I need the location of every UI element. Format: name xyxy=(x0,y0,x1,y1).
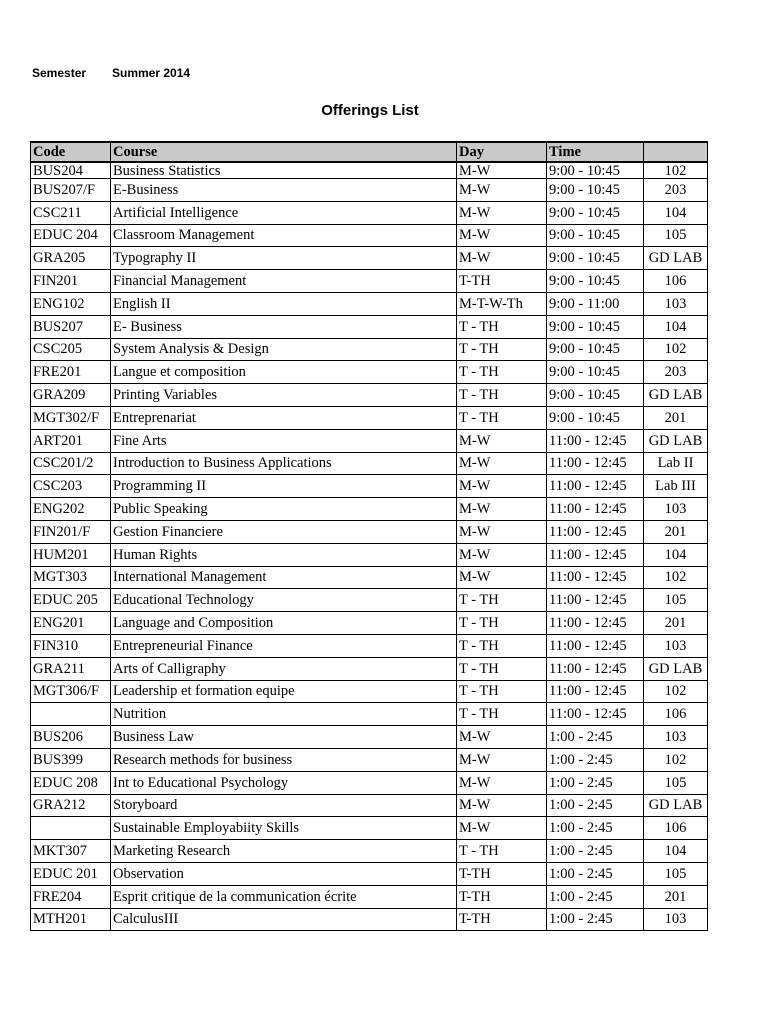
course-cell: Fine Arts xyxy=(111,429,457,452)
time-cell: 11:00 - 12:45 xyxy=(547,498,644,521)
time-cell: 11:00 - 12:45 xyxy=(547,566,644,589)
table-row xyxy=(31,794,708,817)
room-cell: 106 xyxy=(644,703,708,726)
day-cell: M-W xyxy=(457,247,547,270)
time-cell: 9:00 - 10:45 xyxy=(547,315,644,338)
day-cell: T - TH xyxy=(457,315,547,338)
room-cell: 102 xyxy=(644,566,708,589)
time-cell: 9:00 - 10:45 xyxy=(547,162,644,179)
table-row xyxy=(31,162,708,179)
room-cell: 106 xyxy=(644,270,708,293)
day-cell: M-W xyxy=(457,475,547,498)
table-header-row xyxy=(31,142,708,162)
code-cell: ART201 xyxy=(31,429,111,452)
day-cell: M-W xyxy=(457,498,547,521)
table-row xyxy=(31,406,708,429)
column-header-course: Course xyxy=(111,142,457,162)
day-cell: T-TH xyxy=(457,270,547,293)
table-row xyxy=(31,840,708,863)
code-cell: EDUC 204 xyxy=(31,224,111,247)
table-row xyxy=(31,452,708,475)
time-cell: 11:00 - 12:45 xyxy=(547,589,644,612)
course-cell: Arts of Calligraphy xyxy=(111,657,457,680)
code-cell: CSC203 xyxy=(31,475,111,498)
time-cell: 11:00 - 12:45 xyxy=(547,520,644,543)
room-cell: Lab II xyxy=(644,452,708,475)
time-cell: 11:00 - 12:45 xyxy=(547,475,644,498)
time-cell: 11:00 - 12:45 xyxy=(547,543,644,566)
room-cell: 103 xyxy=(644,908,708,931)
day-cell: T - TH xyxy=(457,840,547,863)
time-cell: 1:00 - 2:45 xyxy=(547,748,644,771)
table-row xyxy=(31,292,708,315)
day-cell: T-TH xyxy=(457,885,547,908)
code-cell: MKT307 xyxy=(31,840,111,863)
room-cell: 102 xyxy=(644,162,708,179)
code-cell xyxy=(31,703,111,726)
time-cell: 1:00 - 2:45 xyxy=(547,817,644,840)
room-cell: GD LAB xyxy=(644,794,708,817)
table-row xyxy=(31,566,708,589)
course-cell: CalculusIII xyxy=(111,908,457,931)
code-cell: MGT302/F xyxy=(31,406,111,429)
room-cell: Lab III xyxy=(644,475,708,498)
offerings-table xyxy=(30,141,708,931)
course-cell: Nutrition xyxy=(111,703,457,726)
table-row xyxy=(31,475,708,498)
table-row xyxy=(31,908,708,931)
room-cell: 104 xyxy=(644,201,708,224)
day-cell: M-W xyxy=(457,429,547,452)
table-row xyxy=(31,771,708,794)
course-cell: International Management xyxy=(111,566,457,589)
table-row xyxy=(31,179,708,202)
course-cell: Public Speaking xyxy=(111,498,457,521)
time-cell: 9:00 - 10:45 xyxy=(547,270,644,293)
table-row xyxy=(31,384,708,407)
table-row xyxy=(31,589,708,612)
course-cell: Typography II xyxy=(111,247,457,270)
table-body xyxy=(31,162,708,931)
table-row xyxy=(31,680,708,703)
semester-line xyxy=(32,66,191,80)
table-row xyxy=(31,315,708,338)
day-cell: T-TH xyxy=(457,862,547,885)
room-cell: GD LAB xyxy=(644,247,708,270)
room-cell: 105 xyxy=(644,224,708,247)
time-cell: 1:00 - 2:45 xyxy=(547,862,644,885)
course-cell: English II xyxy=(111,292,457,315)
day-cell: T-TH xyxy=(457,908,547,931)
time-cell: 9:00 - 10:45 xyxy=(547,224,644,247)
room-cell: 103 xyxy=(644,634,708,657)
table-row xyxy=(31,201,708,224)
room-cell: 203 xyxy=(644,179,708,202)
course-cell: Artificial Intelligence xyxy=(111,201,457,224)
code-cell: BUS207/F xyxy=(31,179,111,202)
course-cell: Gestion Financiere xyxy=(111,520,457,543)
code-cell: CSC211 xyxy=(31,201,111,224)
table-row xyxy=(31,726,708,749)
course-cell: Human Rights xyxy=(111,543,457,566)
room-cell: 103 xyxy=(644,726,708,749)
code-cell: MGT306/F xyxy=(31,680,111,703)
time-cell: 9:00 - 11:00 xyxy=(547,292,644,315)
table-row xyxy=(31,657,708,680)
day-cell: M-W xyxy=(457,452,547,475)
room-cell: 104 xyxy=(644,543,708,566)
course-cell: System Analysis & Design xyxy=(111,338,457,361)
code-cell: BUS206 xyxy=(31,726,111,749)
day-cell: T - TH xyxy=(457,589,547,612)
column-header-code: Code xyxy=(31,142,111,162)
day-cell: M-W xyxy=(457,771,547,794)
course-cell: Classroom Management xyxy=(111,224,457,247)
page-title: Offerings List xyxy=(321,102,419,119)
time-cell: 11:00 - 12:45 xyxy=(547,703,644,726)
table-row xyxy=(31,498,708,521)
table-row xyxy=(31,429,708,452)
table-row xyxy=(31,703,708,726)
time-cell: 11:00 - 12:45 xyxy=(547,429,644,452)
day-cell: M-W xyxy=(457,543,547,566)
code-cell: HUM201 xyxy=(31,543,111,566)
code-cell: GRA209 xyxy=(31,384,111,407)
table-row xyxy=(31,247,708,270)
room-cell: 103 xyxy=(644,498,708,521)
semester-value: Summer 2014 xyxy=(112,66,191,80)
time-cell: 11:00 - 12:45 xyxy=(547,452,644,475)
course-cell: Entrepreneurial Finance xyxy=(111,634,457,657)
course-cell: Sustainable Employabiity Skills xyxy=(111,817,457,840)
time-cell: 11:00 - 12:45 xyxy=(547,657,644,680)
day-cell: M-W xyxy=(457,794,547,817)
code-cell: CSC205 xyxy=(31,338,111,361)
time-cell: 9:00 - 10:45 xyxy=(547,338,644,361)
course-cell: Business Statistics xyxy=(111,162,457,179)
course-cell: Introduction to Business Applications xyxy=(111,452,457,475)
course-cell: Language and Composition xyxy=(111,612,457,635)
room-cell: 102 xyxy=(644,680,708,703)
code-cell: MTH201 xyxy=(31,908,111,931)
code-cell: EDUC 205 xyxy=(31,589,111,612)
time-cell: 1:00 - 2:45 xyxy=(547,840,644,863)
day-cell: T - TH xyxy=(457,612,547,635)
time-cell: 1:00 - 2:45 xyxy=(547,908,644,931)
day-cell: M-W xyxy=(457,224,547,247)
time-cell: 11:00 - 12:45 xyxy=(547,680,644,703)
code-cell: FIN201/F xyxy=(31,520,111,543)
course-cell: E-Business xyxy=(111,179,457,202)
code-cell: MGT303 xyxy=(31,566,111,589)
day-cell: M-W xyxy=(457,179,547,202)
semester-label: Semester xyxy=(32,66,87,80)
table-row xyxy=(31,520,708,543)
day-cell: T - TH xyxy=(457,680,547,703)
time-cell: 9:00 - 10:45 xyxy=(547,384,644,407)
room-cell: 102 xyxy=(644,748,708,771)
code-cell: EDUC 208 xyxy=(31,771,111,794)
day-cell: M-W xyxy=(457,748,547,771)
day-cell: T - TH xyxy=(457,634,547,657)
code-cell: BUS399 xyxy=(31,748,111,771)
column-header-day: Day xyxy=(457,142,547,162)
room-cell: 106 xyxy=(644,817,708,840)
code-cell: BUS204 xyxy=(31,162,111,179)
day-cell: T - TH xyxy=(457,338,547,361)
code-cell: FIN310 xyxy=(31,634,111,657)
room-cell: 105 xyxy=(644,589,708,612)
day-cell: M-W xyxy=(457,817,547,840)
course-cell: Business Law xyxy=(111,726,457,749)
time-cell: 11:00 - 12:45 xyxy=(547,612,644,635)
day-cell: T - TH xyxy=(457,703,547,726)
course-cell: Langue et composition xyxy=(111,361,457,384)
time-cell: 9:00 - 10:45 xyxy=(547,247,644,270)
room-cell: GD LAB xyxy=(644,657,708,680)
day-cell: M-W xyxy=(457,566,547,589)
table-row xyxy=(31,634,708,657)
code-cell: FRE201 xyxy=(31,361,111,384)
table-row xyxy=(31,885,708,908)
table-row xyxy=(31,270,708,293)
code-cell: FRE204 xyxy=(31,885,111,908)
room-cell: 104 xyxy=(644,315,708,338)
code-cell: CSC201/2 xyxy=(31,452,111,475)
code-cell: GRA212 xyxy=(31,794,111,817)
room-cell: 105 xyxy=(644,862,708,885)
course-cell: Financial Management xyxy=(111,270,457,293)
day-cell: M-W xyxy=(457,726,547,749)
code-cell: GRA211 xyxy=(31,657,111,680)
time-cell: 1:00 - 2:45 xyxy=(547,794,644,817)
course-cell: Storyboard xyxy=(111,794,457,817)
room-cell: 103 xyxy=(644,292,708,315)
room-cell: 201 xyxy=(644,885,708,908)
day-cell: M-W xyxy=(457,520,547,543)
room-cell: 201 xyxy=(644,520,708,543)
course-cell: Entreprenariat xyxy=(111,406,457,429)
code-cell: GRA205 xyxy=(31,247,111,270)
table-row xyxy=(31,361,708,384)
time-cell: 9:00 - 10:45 xyxy=(547,361,644,384)
room-cell: 102 xyxy=(644,338,708,361)
course-cell: Programming II xyxy=(111,475,457,498)
time-cell: 1:00 - 2:45 xyxy=(547,771,644,794)
time-cell: 9:00 - 10:45 xyxy=(547,406,644,429)
column-header-room xyxy=(644,142,708,162)
code-cell: BUS207 xyxy=(31,315,111,338)
column-header-time: Time xyxy=(547,142,644,162)
table-row xyxy=(31,817,708,840)
table-row xyxy=(31,862,708,885)
code-cell: EDUC 201 xyxy=(31,862,111,885)
day-cell: T - TH xyxy=(457,361,547,384)
code-cell: FIN201 xyxy=(31,270,111,293)
day-cell: T - TH xyxy=(457,406,547,429)
course-cell: Printing Variables xyxy=(111,384,457,407)
day-cell: M-W xyxy=(457,162,547,179)
room-cell: 201 xyxy=(644,406,708,429)
course-cell: Int to Educational Psychology xyxy=(111,771,457,794)
time-cell: 11:00 - 12:45 xyxy=(547,634,644,657)
day-cell: T - TH xyxy=(457,657,547,680)
table-row xyxy=(31,224,708,247)
course-cell: Observation xyxy=(111,862,457,885)
course-cell: Educational Technology xyxy=(111,589,457,612)
room-cell: 105 xyxy=(644,771,708,794)
room-cell: 201 xyxy=(644,612,708,635)
code-cell: ENG201 xyxy=(31,612,111,635)
room-cell: GD LAB xyxy=(644,384,708,407)
table-row xyxy=(31,543,708,566)
course-cell: Leadership et formation equipe xyxy=(111,680,457,703)
course-cell: Research methods for business xyxy=(111,748,457,771)
day-cell: T - TH xyxy=(457,384,547,407)
day-cell: M-W xyxy=(457,201,547,224)
code-cell: ENG202 xyxy=(31,498,111,521)
table-row xyxy=(31,338,708,361)
course-cell: E- Business xyxy=(111,315,457,338)
table-row xyxy=(31,612,708,635)
day-cell: M-T-W-Th xyxy=(457,292,547,315)
room-cell: GD LAB xyxy=(644,429,708,452)
time-cell: 9:00 - 10:45 xyxy=(547,201,644,224)
course-cell: Marketing Research xyxy=(111,840,457,863)
course-cell: Esprit critique de la communication écrite xyxy=(111,885,457,908)
room-cell: 104 xyxy=(644,840,708,863)
time-cell: 1:00 - 2:45 xyxy=(547,726,644,749)
room-cell: 203 xyxy=(644,361,708,384)
time-cell: 1:00 - 2:45 xyxy=(547,885,644,908)
table-row xyxy=(31,748,708,771)
code-cell: ENG102 xyxy=(31,292,111,315)
code-cell xyxy=(31,817,111,840)
time-cell: 9:00 - 10:45 xyxy=(547,179,644,202)
